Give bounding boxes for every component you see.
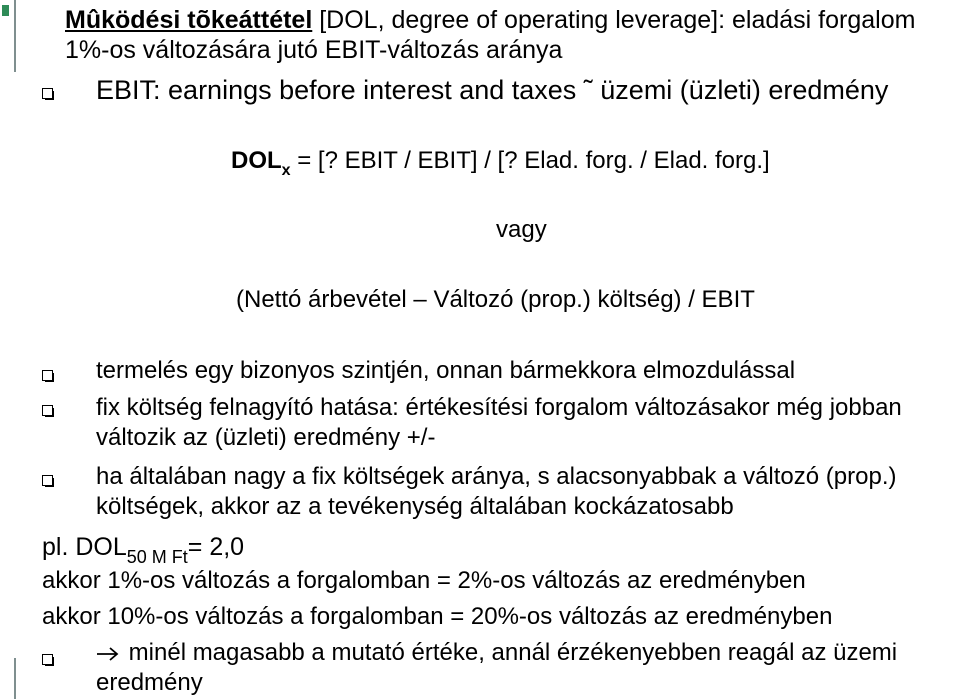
ebit-term: EBIT (96, 75, 154, 105)
bullet-text: termelés egy bizonyos szintjén, onnan bármekkora elmozdulással (96, 357, 796, 384)
checkbox-bullet-icon (42, 88, 53, 99)
slide-left-rule (14, 0, 16, 72)
dol-formula-text: = [? EBIT / EBIT] / [? Elad. forg. / Elad. forg.] (290, 147, 770, 174)
ebit-definition (96, 73, 896, 107)
checkbox-bullet-icon (42, 654, 53, 665)
slide-title (65, 5, 945, 65)
checkbox-bullet-icon (42, 405, 53, 416)
title-definition: [DOL, degree of operating leverage]: eladási forgalom 1%-os változására jutó EBIT-változás aránya (65, 6, 916, 64)
example-result-1: akkor 1%-os változás a forgalomban = 2%-os változás az eredményben (42, 567, 806, 594)
bullet-text: ha általában nagy a fix költségek aránya, s alacsonyabbak a változó (prop.) költségek, akkor az a tevékenység általában kockázatosabb (96, 463, 897, 520)
conclusion-text (96, 638, 956, 698)
example-line (42, 530, 245, 567)
example-prefix: pl. DOL (42, 533, 127, 561)
alt-formula: (Nettó árbevétel – Változó (prop.) költség) / EBIT (236, 286, 755, 313)
slide-corner-marker (2, 5, 9, 16)
dol-label: DOL (231, 147, 282, 174)
example-value: = 2,0 (187, 533, 245, 561)
bullet-text: fix költség felnagyító hatása: értékesítési forgalom változásakor még jobban változik az (üzleti) eredmény +/- (96, 394, 902, 451)
example-result-2: akkor 10%-os változás a forgalomban = 20%-os változás az eredményben (42, 603, 833, 630)
arrow-right-icon (96, 638, 122, 668)
checkbox-bullet-icon (42, 370, 53, 381)
title-term: Mûködési tõkeáttétel (65, 6, 313, 34)
ebit-text: : earnings before interest and taxes ˜ üzemi (üzleti) eredmény (153, 75, 889, 105)
or-text: vagy (496, 216, 547, 243)
dol-formula (231, 146, 770, 179)
checkbox-bullet-icon (42, 475, 53, 486)
dol-subscript: x (281, 162, 291, 179)
example-subscript: 50 M Ft (126, 547, 188, 567)
conclusion-body: minél magasabb a mutató értéke, annál érzékenyebben reagál az üzemi eredmény (96, 639, 898, 696)
slide-left-rule-bottom (14, 658, 16, 699)
